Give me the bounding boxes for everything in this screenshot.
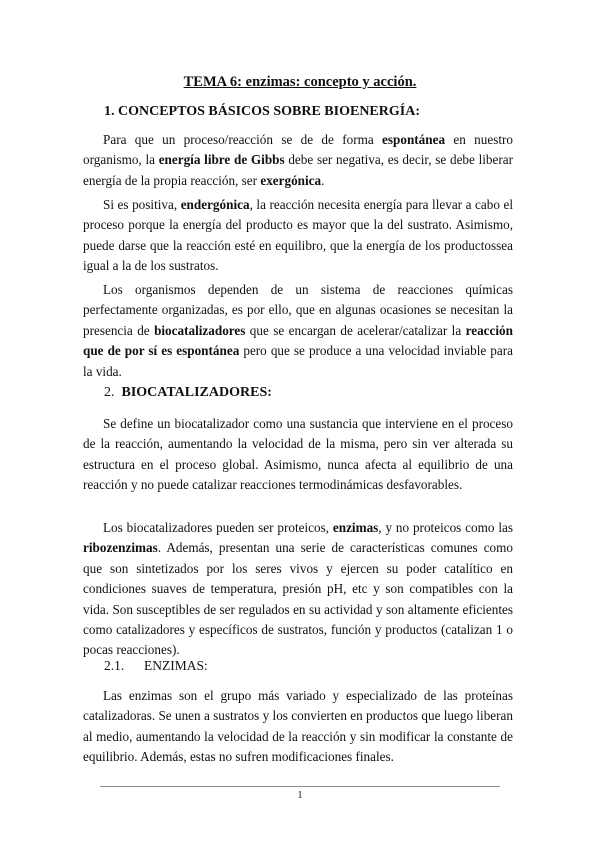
text-run: . (321, 172, 325, 188)
section-1-heading: 1. CONCEPTOS BÁSICOS SOBRE BIOENERGÍA: (104, 104, 420, 119)
section-2-1-paragraph-1: Las enzimas son el grupo más variado y especializado de las proteínas catalizadoras. Se unen a sustratos y los convierten en productos que luego liberan al medio, aumentando la velocidad de la reacción y sin modificar la constante de equilibrio. Además, estas no sufren modificaciones finales. (83, 688, 513, 765)
footer-divider (100, 786, 500, 787)
page-number: 1 (297, 790, 303, 801)
section-2-heading (104, 385, 272, 401)
text-run: pero que se produce a una velocidad inviable para la vida. (83, 343, 513, 379)
section-2-paragraph-2 (83, 518, 513, 661)
section-label: ENZIMAS: (144, 658, 208, 673)
bold-term: ribozenzimas (83, 540, 158, 556)
section-1-paragraph-2 (83, 195, 513, 277)
bold-term: exergónica (260, 172, 322, 188)
bold-term: espontánea (382, 132, 446, 147)
text-run: Si es positiva, (103, 197, 181, 212)
section-1-paragraph-1 (83, 130, 513, 191)
section-label: BIOCATALIZADORES: (121, 385, 272, 400)
text-run: que se encargan de acelerar/catalizar la (245, 322, 466, 338)
text-run: debe ser negativa, es decir, se debe liberar energía de la propia reacción, ser (83, 152, 513, 188)
text-run: . Además, presentan una serie de características comunes como que son sintetizados por los seres vivos y ejercen su poder catalítico en condiciones suaves de temperatura, presión pH, etc y son compatibles con la vida. Son susceptibles de ser regulados en su actividad y son altamente eficientes como catalizadores y específicos de sustratos, función y productos (catalizan 1 o pocas reacciones). (83, 540, 513, 658)
text-run: , la reacción necesita energía para llevar a cabo el proceso porque la energía del producto es mayor que la del sustrato. Asimismo, puede darse que la reacción esté en equilibro, que la energía de los productossea igual a la de los sustratos. (83, 197, 513, 274)
section-2-paragraph-1: Se define un biocatalizador como una sustancia que interviene en el proceso de la reacción, aumentando la velocidad de la misma, pero sin ver alterada su estructura en el proceso global. Asimismo, nunca afecta al equilibrio de una reacción y no puede catalizar reacciones termodinámicas desfavorables. (83, 416, 513, 493)
bold-term: reacción que de por sí es espontánea (83, 322, 513, 359)
section-2-1-heading (104, 658, 208, 674)
text-run: Para que un proceso/reacción se de de forma (103, 132, 383, 147)
text-run: en nuestro organismo, la (83, 132, 514, 168)
section-number: 2.1. (104, 658, 125, 673)
document-title: TEMA 6: enzimas: concepto y acción. (183, 74, 417, 90)
text-run: , y no proteicos como las (378, 520, 513, 535)
text-run: Los organismos dependen de un sistema de reacciones químicas perfectamente organizadas, es por ello, que en algunas ocasiones se necesitan la presencia de (83, 282, 513, 338)
bold-term: biocatalizadores (154, 322, 246, 338)
section-number: 2. (104, 385, 115, 400)
bold-term: endergónica (180, 197, 250, 212)
text-run: Los biocatalizadores pueden ser proteicos, (103, 520, 333, 535)
bold-term: energía libre de Gibbs (158, 152, 285, 168)
bold-term: enzimas (332, 520, 379, 535)
section-1-paragraph-3 (83, 280, 513, 382)
